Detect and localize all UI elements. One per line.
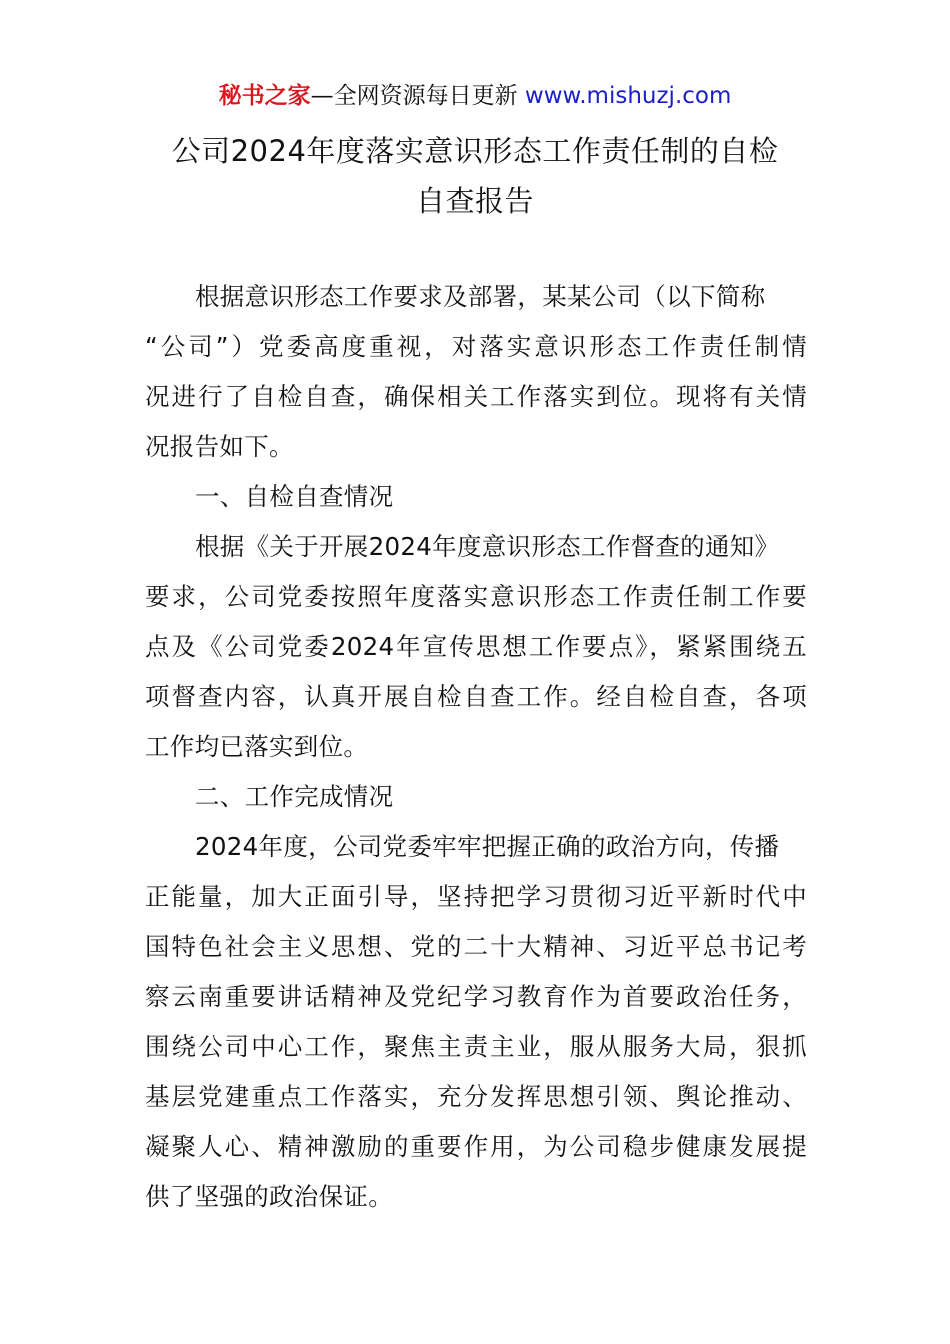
section-heading-1: 一、自检自查情况	[195, 482, 394, 511]
paragraph-intro-line: 根据意识形态工作要求及部署，某某公司（以下简称	[195, 282, 766, 311]
site-header	[0, 80, 950, 112]
site-url-link[interactable]: www.mishuzj.com	[524, 83, 732, 109]
paragraph-section2-line: 国特色社会主义思想、党的二十大精神、习近平总书记考	[145, 932, 807, 961]
title-line-2: 自查报告	[415, 184, 534, 218]
paragraph-section2-line: 供了坚强的政治保证。	[145, 1182, 393, 1211]
paragraph-section2-line: 察云南重要讲话精神及党纪学习教育作为首要政治任务，	[145, 982, 807, 1011]
title-line-1: 公司2024年度落实意识形态工作责任制的自检	[171, 134, 779, 168]
paragraph-section1-line: 工作均已落实到位。	[145, 732, 369, 761]
paragraph-section1-line: 项督查内容，认真开展自检自查工作。经自检自查，各项	[145, 682, 807, 711]
document-body	[145, 272, 807, 1222]
paragraph-section2-line: 基层党建重点工作落实，充分发挥思想引领、舆论推动、	[145, 1082, 807, 1111]
paragraph-section2-line: 凝聚人心、精神激励的重要作用，为公司稳步健康发展提	[145, 1132, 807, 1161]
paragraph-intro-line: 况报告如下。	[145, 432, 294, 461]
paragraph-section2-line: 围绕公司中心工作，聚焦主责主业，服从服务大局，狠抓	[145, 1032, 807, 1061]
brand-name: 秘书之家	[218, 83, 311, 109]
paragraph-intro-line: 况进行了自检自查，确保相关工作落实到位。现将有关情	[145, 382, 807, 411]
paragraph-section1-line: 要求，公司党委按照年度落实意识形态工作责任制工作要	[145, 582, 807, 611]
paragraph-section1-line: 根据《关于开展2024年度意识形态工作督查的通知》	[195, 532, 780, 561]
paragraph-section2-line: 2024年度，公司党委牢牢把握正确的政治方向，传播	[195, 832, 780, 861]
paragraph-section1-line: 点及《公司党委2024年宣传思想工作要点》，紧紧围绕五	[145, 632, 807, 661]
site-slogan: —全网资源每日更新	[310, 83, 525, 109]
section-heading-2: 二、工作完成情况	[195, 782, 394, 811]
paragraph-section2-line: 正能量，加大正面引导，坚持把学习贯彻习近平新时代中	[145, 882, 807, 911]
paragraph-intro-line: “公司”）党委高度重视，对落实意识形态工作责任制情	[145, 332, 807, 361]
document-title	[140, 126, 810, 226]
